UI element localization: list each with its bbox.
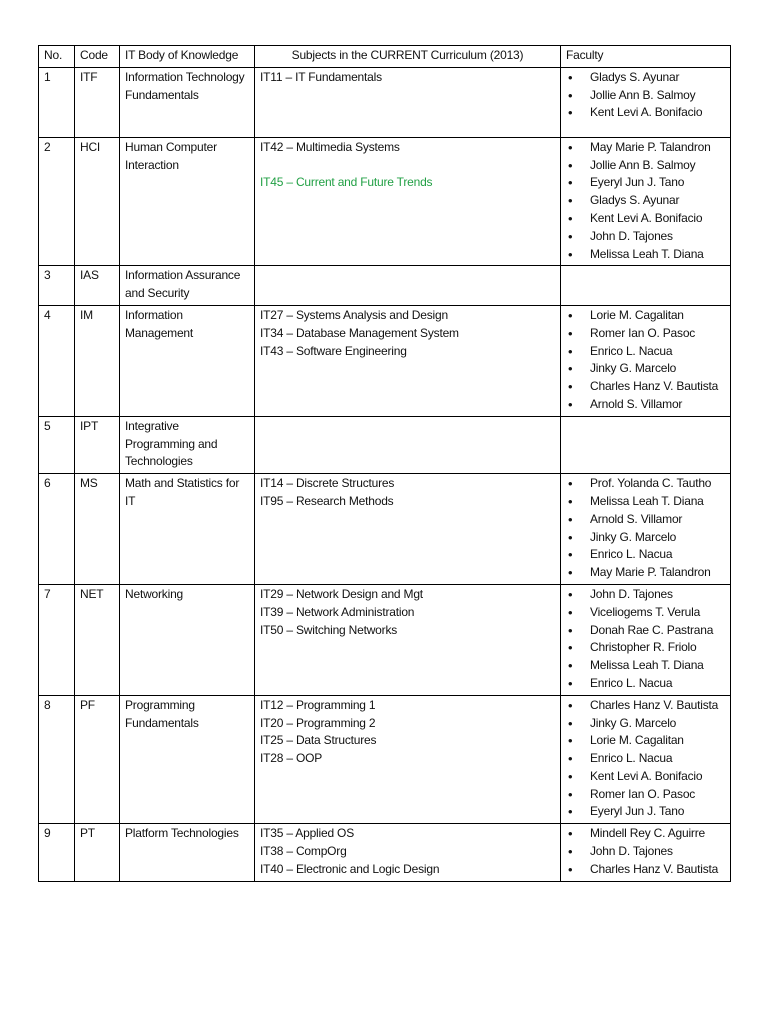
subject-item: IT40 – Electronic and Logic Design: [260, 861, 440, 876]
table-row: [39, 266, 731, 306]
row-faculty: [561, 474, 731, 585]
row-body-of-knowledge: Math and Statistics for IT: [120, 474, 255, 585]
subject-item: IT34 – Database Management System: [260, 325, 459, 340]
subject-item: IT28 – OOP: [260, 751, 323, 766]
faculty-member: • Charles Hanz V. Bautista: [566, 861, 725, 879]
faculty-member: • Jinky G. Marcelo: [566, 715, 725, 733]
row-subjects: [255, 137, 561, 266]
row-code: IAS: [75, 266, 120, 306]
table-body: [39, 67, 731, 881]
row-body-of-knowledge: Information Management: [120, 305, 255, 416]
table-row: [39, 416, 731, 473]
subject-item: IT29 – Network Design and Mgt: [260, 586, 423, 601]
faculty-member: • Arnold S. Villamor: [566, 396, 725, 414]
faculty-member: • Kent Levi A. Bonifacio: [566, 768, 725, 786]
subject-item: IT35 – Applied OS: [260, 826, 354, 841]
faculty-member: • Gladys S. Ayunar: [566, 69, 725, 87]
row-faculty: [561, 137, 731, 266]
row-subjects: [255, 474, 561, 585]
row-subjects: [255, 584, 561, 695]
row-faculty: [561, 67, 731, 137]
faculty-member: • John D. Tajones: [566, 843, 725, 861]
row-code: IM: [75, 305, 120, 416]
table-row: [39, 305, 731, 416]
faculty-member: • Kent Levi A. Bonifacio: [566, 210, 725, 228]
faculty-member: • Eyeryl Jun J. Tano: [566, 803, 725, 821]
faculty-list: [566, 475, 725, 582]
faculty-member: • Jollie Ann B. Salmoy: [566, 87, 725, 105]
faculty-member: • Eyeryl Jun J. Tano: [566, 174, 725, 192]
subject-item: IT25 – Data Structures: [260, 733, 377, 748]
faculty-member: • Charles Hanz V. Bautista: [566, 697, 725, 715]
faculty-member: • Jinky G. Marcelo: [566, 360, 725, 378]
row-number: 6: [39, 474, 75, 585]
faculty-member: • Enrico L. Nacua: [566, 343, 725, 361]
row-faculty: [561, 305, 731, 416]
row-number: 3: [39, 266, 75, 306]
faculty-member: • Gladys S. Ayunar: [566, 192, 725, 210]
faculty-member: • May Marie P. Talandron: [566, 564, 725, 582]
faculty-list: [566, 139, 725, 264]
faculty-list: [566, 307, 725, 414]
faculty-member: • Kent Levi A. Bonifacio: [566, 104, 725, 122]
header-no: No.: [39, 46, 75, 68]
faculty-member: • Enrico L. Nacua: [566, 546, 725, 564]
faculty-member: • Donah Rae C. Pastrana: [566, 622, 725, 640]
row-number: 4: [39, 305, 75, 416]
row-body-of-knowledge: Human Computer Interaction: [120, 137, 255, 266]
header-subjects: Subjects in the CURRENT Curriculum (2013): [255, 46, 561, 68]
faculty-member: • May Marie P. Talandron: [566, 139, 725, 157]
table-row: [39, 824, 731, 881]
header-row: [39, 46, 731, 68]
row-code: PT: [75, 824, 120, 881]
table-row: [39, 584, 731, 695]
subject-item: IT20 – Programming 2: [260, 715, 376, 730]
table-row: [39, 137, 731, 266]
faculty-list: [566, 697, 725, 822]
subject-item: IT27 – Systems Analysis and Design: [260, 307, 448, 322]
subject-item: IT11 – IT Fundamentals: [260, 69, 382, 84]
header-code: Code: [75, 46, 120, 68]
row-code: IPT: [75, 416, 120, 473]
faculty-member: • Romer Ian O. Pasoc: [566, 786, 725, 804]
row-faculty: [561, 416, 731, 473]
faculty-member: • Lorie M. Cagalitan: [566, 732, 725, 750]
row-number: 9: [39, 824, 75, 881]
subject-item: IT95 – Research Methods: [260, 493, 394, 508]
table-row: [39, 695, 731, 824]
row-body-of-knowledge: Platform Technologies: [120, 824, 255, 881]
row-code: MS: [75, 474, 120, 585]
faculty-member: • Mindell Rey C. Aguirre: [566, 825, 725, 843]
faculty-member: • Romer Ian O. Pasoc: [566, 325, 725, 343]
table-row: [39, 67, 731, 137]
row-number: 5: [39, 416, 75, 473]
row-subjects: [255, 67, 561, 137]
subject-item: IT50 – Switching Networks: [260, 622, 398, 637]
faculty-member: • Melissa Leah T. Diana: [566, 657, 725, 675]
row-subjects: [255, 416, 561, 473]
table-row: [39, 474, 731, 585]
faculty-member: • Charles Hanz V. Bautista: [566, 378, 725, 396]
faculty-member: • Enrico L. Nacua: [566, 750, 725, 768]
faculty-member: • John D. Tajones: [566, 586, 725, 604]
row-subjects: [255, 266, 561, 306]
row-body-of-knowledge: Programming Fundamentals: [120, 695, 255, 824]
subject-item: IT38 – CompOrg: [260, 844, 347, 859]
row-body-of-knowledge: Integrative Programming and Technologies: [120, 416, 255, 473]
row-body-of-knowledge: Information Assurance and Security: [120, 266, 255, 306]
row-number: 7: [39, 584, 75, 695]
faculty-list: [566, 69, 725, 122]
faculty-member: • Jinky G. Marcelo: [566, 529, 725, 547]
row-subjects: [255, 695, 561, 824]
row-subjects: [255, 824, 561, 881]
faculty-member: • John D. Tajones: [566, 228, 725, 246]
row-code: ITF: [75, 67, 120, 137]
row-faculty: [561, 695, 731, 824]
header-body-of-knowledge: IT Body of Knowledge: [120, 46, 255, 68]
faculty-member: • Arnold S. Villamor: [566, 511, 725, 529]
row-code: PF: [75, 695, 120, 824]
row-number: 8: [39, 695, 75, 824]
faculty-member: • Lorie M. Cagalitan: [566, 307, 725, 325]
faculty-member: • Prof. Yolanda C. Tautho: [566, 475, 725, 493]
subject-item: IT12 – Programming 1: [260, 697, 376, 712]
faculty-member: • Enrico L. Nacua: [566, 675, 725, 693]
subject-gap: [260, 157, 555, 174]
curriculum-table: [38, 45, 731, 882]
subject-item: IT42 – Multimedia Systems: [260, 139, 400, 154]
row-number: 2: [39, 137, 75, 266]
faculty-list: [566, 586, 725, 693]
subject-item: IT39 – Network Administration: [260, 604, 415, 619]
subject-item: IT45 – Current and Future Trends: [260, 174, 433, 189]
row-number: 1: [39, 67, 75, 137]
faculty-list: [566, 825, 725, 878]
faculty-member: • Christopher R. Friolo: [566, 639, 725, 657]
row-body-of-knowledge: Information Technology Fundamentals: [120, 67, 255, 137]
row-code: NET: [75, 584, 120, 695]
row-faculty: [561, 584, 731, 695]
header-faculty: Faculty: [561, 46, 731, 68]
row-body-of-knowledge: Networking: [120, 584, 255, 695]
subject-item: IT14 – Discrete Structures: [260, 476, 395, 491]
subject-item: IT43 – Software Engineering: [260, 343, 407, 358]
row-subjects: [255, 305, 561, 416]
row-faculty: [561, 824, 731, 881]
row-code: HCI: [75, 137, 120, 266]
faculty-member: • Melissa Leah T. Diana: [566, 493, 725, 511]
faculty-member: • Jollie Ann B. Salmoy: [566, 157, 725, 175]
faculty-member: • Melissa Leah T. Diana: [566, 246, 725, 264]
faculty-member: • Viceliogems T. Verula: [566, 604, 725, 622]
row-faculty: [561, 266, 731, 306]
